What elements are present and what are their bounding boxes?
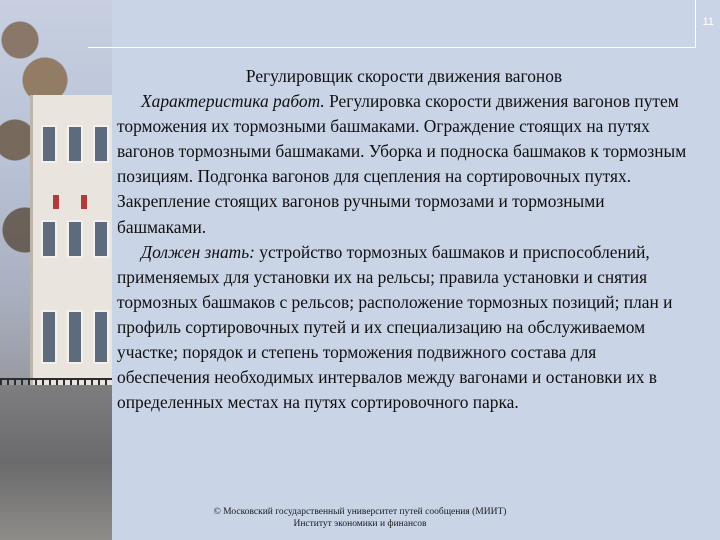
- ground: [0, 385, 112, 540]
- footer-copyright: © Московский государственный университет путей сообщения (МИИТ): [213, 507, 507, 517]
- slide-content: [117, 64, 691, 415]
- page-number: 11: [702, 16, 714, 28]
- building-window: [93, 310, 109, 364]
- characteristic-paragraph: [117, 89, 691, 240]
- flag-icon: [53, 195, 59, 209]
- footer: [180, 506, 540, 530]
- footer-institute: Институт экономики и финансов: [293, 519, 427, 529]
- background-photo: [0, 0, 112, 540]
- building-window: [93, 220, 109, 258]
- flag-icon: [81, 195, 87, 209]
- header-vertical-divider: [695, 0, 696, 48]
- characteristic-label: Характеристика работ.: [141, 91, 325, 112]
- building-window: [41, 220, 57, 258]
- knowledge-text: устройство тормозных башмаков и приспособлений, применяемых для установки их на рельсы; правила установки и снятия тормозных башмаков с рельсов; расположение тормозных позиций; план и профиль сортировочных путей и их специализацию на обслуживаемом участке; порядок и степень торможения подвижного состава для обеспечения необходимых интервалов между вагонами и остановки их в определенных местах на путях сортировочного парка.: [117, 241, 673, 413]
- building-window: [67, 125, 83, 163]
- building-facade: [30, 95, 112, 385]
- building-window: [67, 220, 83, 258]
- slide-title: Регулировщик скорости движения вагонов: [245, 66, 563, 86]
- building-window: [67, 310, 83, 364]
- characteristic-text: Регулировка скорости движения вагонов путем торможения их тормозными башмаками. Ограждение стоящих на путях вагонов тормозными башмаками. Уборка и подноска башмаков к тормозным позициям. Подгонка вагонов для сцепления на сортировочных путях. Закрепление стоящих вагонов ручными тормозами и тормозными башмаками.: [117, 91, 687, 237]
- knowledge-label: Должен знать:: [141, 241, 255, 262]
- header-divider: [88, 47, 696, 48]
- building-window: [41, 310, 57, 364]
- building-window: [93, 125, 109, 163]
- building-window: [41, 125, 57, 163]
- knowledge-paragraph: [117, 240, 691, 416]
